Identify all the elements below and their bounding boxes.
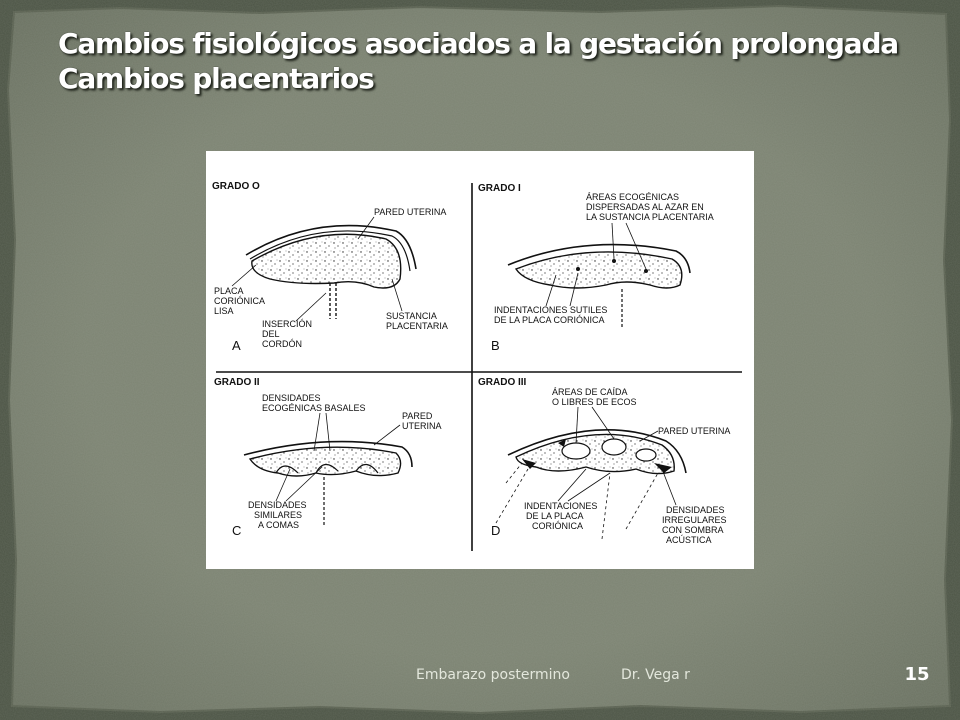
placenta-body <box>250 447 401 476</box>
label-comas-1: DENSIDADES <box>248 500 307 510</box>
panel-letter: C <box>232 523 242 538</box>
footer-presentation-title: Embarazo postermino <box>416 667 570 683</box>
label-irregulares-3: CON SOMBRA <box>662 525 724 535</box>
label-indentaciones-1: INDENTACIONES SUTILES <box>494 305 608 315</box>
label-areas-1: ÁREAS DE CAÍDA <box>552 387 628 397</box>
label-placa-1: PLACA <box>214 286 244 296</box>
label-irregulares-2: IRREGULARES <box>662 515 727 525</box>
panel-letter: A <box>232 338 241 353</box>
label-sustancia-2: PLACENTARIA <box>386 321 448 331</box>
label-indentaciones-2: DE LA PLACA CORIÓNICA <box>494 315 605 325</box>
label-areas-3: LA SUSTANCIA PLACENTARIA <box>586 212 714 222</box>
label-sustancia-1: SUSTANCIA <box>386 311 437 321</box>
panel-grado-1 <box>478 183 714 353</box>
label-areas-1: ÁREAS ECOGÉNICAS <box>586 192 680 202</box>
panel-grado-2 <box>214 377 442 538</box>
label-placa-2: CORIÓNICA <box>214 296 266 306</box>
slide-title <box>58 26 938 96</box>
label-densidades-1: DENSIDADES <box>262 393 321 403</box>
placenta-body <box>252 234 401 288</box>
panel-grado-0 <box>212 181 448 353</box>
placenta-grading-figure <box>206 151 754 569</box>
label-pared-uterina: PARED UTERINA <box>374 207 447 217</box>
label-placa-3: LISA <box>214 306 234 316</box>
label-comas-2: SIMILARES <box>254 510 303 520</box>
label-indentaciones-1: INDENTACIONES <box>524 501 598 511</box>
label-insercion-2: DEL <box>262 329 280 339</box>
label-areas-2: O LIBRES DE ECOS <box>552 397 637 407</box>
label-areas-2: DISPERSADAS AL AZAR EN <box>586 202 704 212</box>
label-insercion-3: CORDÓN <box>262 339 302 349</box>
label-pared-2: UTERINA <box>402 421 442 431</box>
grade-label: GRADO I <box>478 183 521 194</box>
grade-label: GRADO O <box>212 181 260 192</box>
title-line-2: Cambios placentarios <box>58 62 374 95</box>
panel-grado-3 <box>478 377 730 545</box>
label-irregulares-1: DENSIDADES <box>666 505 725 515</box>
label-irregulares-4: ACÚSTICA <box>666 535 712 545</box>
label-comas-3: A COMAS <box>258 520 300 530</box>
grade-label: GRADO II <box>214 377 260 388</box>
footer-author: Dr. Vega r <box>621 667 690 683</box>
page-number: 15 <box>904 664 930 685</box>
label-pared: PARED UTERINA <box>658 426 731 436</box>
label-indentaciones-3: CORIÓNICA <box>532 521 584 531</box>
label-indentaciones-2: DE LA PLACA <box>526 511 584 521</box>
label-densidades-2: ECOGÉNICAS BASALES <box>262 403 366 413</box>
label-insercion-1: INSERCIÓN <box>262 319 313 329</box>
label-pared-1: PARED <box>402 411 433 421</box>
panel-letter: D <box>491 523 501 538</box>
placenta-body <box>516 252 682 288</box>
panel-letter: B <box>491 338 500 353</box>
title-line-1: Cambios fisiológicos asociados a la gestación prolongada <box>58 27 898 60</box>
grade-label: GRADO III <box>478 377 527 388</box>
placenta-diagram <box>206 151 754 569</box>
